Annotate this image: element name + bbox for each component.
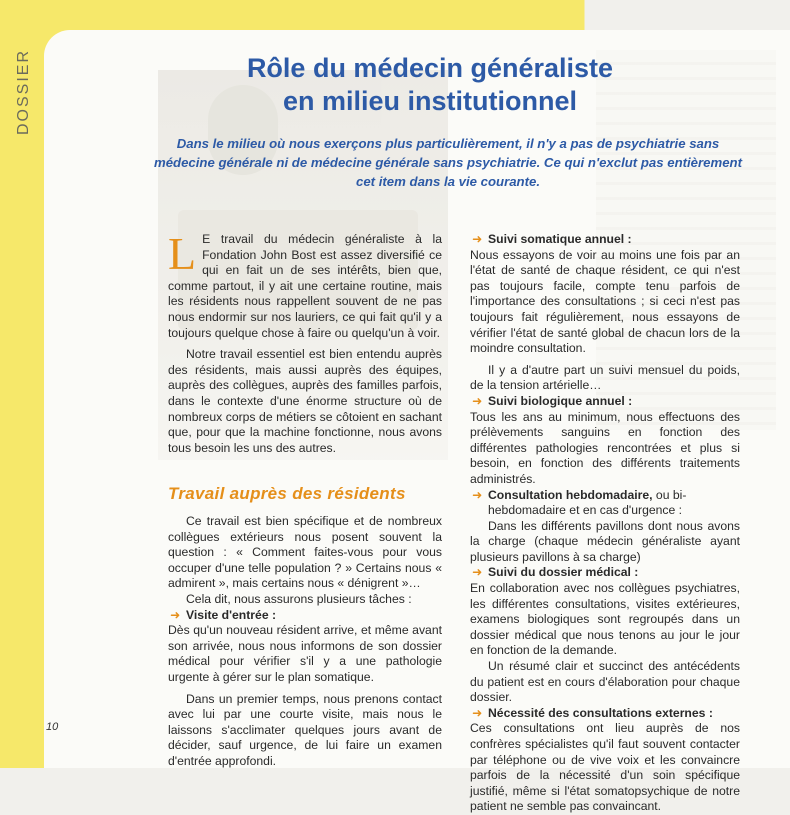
title-line-1: Rôle du médecin généraliste <box>246 53 614 83</box>
section-heading: Travail auprès des résidents <box>168 484 406 503</box>
subheading-text: Nécessité des consultations externes : <box>488 705 713 720</box>
subheading-text: Suivi somatique annuel : <box>488 232 632 246</box>
paragraph: Ces consultations ont lieu auprès de nos confrères spécialistes qu'il faut souvent contacter par téléphone ou de vive voix et les convaincre parfois de la nécessité d'un soin spécifique justifié, même si l'état somatopsychique de notre patient ne semble pas convaincant. <box>470 721 740 814</box>
paragraph: Nous essayons de voir au moins une fois par an l'état de santé de chaque résident, ce qui n'est pas toujours facile, compte tenu parfois de l'importance des consultations ; si ceci n'est pas toujours fait régulièrement, nous essayons de vérifier l'état de santé global de chacun lors de la moindre consultation. <box>470 247 740 356</box>
subheading-suivi-somatique <box>470 232 740 248</box>
subheading-text: Suivi du dossier médical : <box>488 565 639 580</box>
title-line-2: en milieu institutionnel <box>282 86 577 116</box>
paragraph: Dans les différents pavillons dont nous avons la charge (chaque médecin généraliste ayant plusieurs pavillons à sa charge) <box>470 518 740 564</box>
subheading-visite-entree <box>168 608 442 624</box>
paragraph: Ce travail est bien spécifique et de nombreux collègues extérieurs nous posent souvent la question : « Comment faites-vous pour vous occuper d'une telle population ? » Certains nous « admirent », mais certains nous « dénigrent »… <box>168 514 442 591</box>
arrow-icon: ➜ <box>472 487 483 502</box>
subheading-suivi-biologique <box>470 394 740 410</box>
paragraph: Tous les ans au minimum, nous effectuons des prélèvements sanguins en fonction des différentes pathologies rencontrées et plus si besoin, en fonction des différents traitements administrés. <box>470 409 740 486</box>
subheading-text: Suivi biologique annuel : <box>488 393 633 408</box>
right-column <box>470 232 740 815</box>
paragraph-opening <box>168 228 442 341</box>
paragraph-opening-text: E travail du médecin généraliste à la Fondation John Bost est assez diversifié ce qui en fait un de ses intérêts, bien que, comme partout, il y ait une certaine routine, mais les résidents nous rappellent souvent de ne pas nous endormir sur nos lauriers, ce qui fait qu'il y a toujours quelque chose à faire ou quelqu'un à voir. <box>168 232 442 340</box>
paragraph: Notre travail essentiel est bien entendu auprès des résidents, mais aussi auprès des équipes, auprès des collègues, auprès des familles parfois, dans le contexte d'une énorme structure où de nombreux corps de métiers se côtoient en sachant que, pour que la machine fonctionne, nous avons tous besoin les uns des autres. <box>168 347 442 455</box>
section-label: DOSSIER <box>15 49 32 136</box>
left-column-top <box>168 228 442 456</box>
paragraph: Un résumé clair et succinct des antécédents du patient est en cours d'élaboration pour chaque dossier. <box>470 659 740 705</box>
article-title <box>180 52 680 118</box>
subheading-dossier-medical <box>470 565 740 581</box>
arrow-icon: ➜ <box>472 565 483 580</box>
arrow-icon: ➜ <box>472 705 483 720</box>
arrow-icon: ➜ <box>170 607 181 622</box>
paragraph: Il y a d'autre part un suivi mensuel du poids, de la tension artérielle… <box>470 362 740 393</box>
subheading-consultations-externes <box>470 706 740 722</box>
drop-cap: L <box>168 228 197 279</box>
subheading-consultation <box>470 488 740 519</box>
article-intro: Dans le milieu où nous exerçons plus particulièrement, il n'y a pas de psychiatrie sans médecine générale ni de médecine générale sans psychiatrie. Ce qui n'exclut pas entièrement cet item dans la vie courante. <box>153 136 742 189</box>
arrow-icon: ➜ <box>472 393 483 408</box>
paragraph: Dès qu'un nouveau résident arrive, et même avant son arrivée, nous nous informons de son dossier médical pour vérifier s'il y a une pathologie urgente à gérer sur le plan somatique. <box>168 623 442 684</box>
page-number: 10 <box>46 721 59 733</box>
left-column-bottom <box>168 514 442 770</box>
paragraph: Cela dit, nous assurons plusieurs tâches : <box>186 591 412 606</box>
arrow-icon: ➜ <box>472 232 483 246</box>
subheading-continuation: ou bi-hebdomadaire et en cas d'urgence : <box>488 487 687 518</box>
subheading-text: Visite d'entrée : <box>186 607 277 622</box>
paragraph: Dans un premier temps, nous prenons contact avec lui par une courte visite, mais nous le laissons s'acclimater quelques jours avant de décider, sauf urgence, de lui faire un examen d'entrée approfondi. <box>168 691 442 768</box>
subheading-text: Consultation hebdomadaire, <box>488 487 653 502</box>
page-corner <box>590 0 790 32</box>
paragraph: En collaboration avec nos collègues psychiatres, les différentes consultations, visites extérieures, examens biologiques sont regroupés dans un dossier médical que nous tenons au jour le jour en fonction de la demande. <box>470 581 740 658</box>
